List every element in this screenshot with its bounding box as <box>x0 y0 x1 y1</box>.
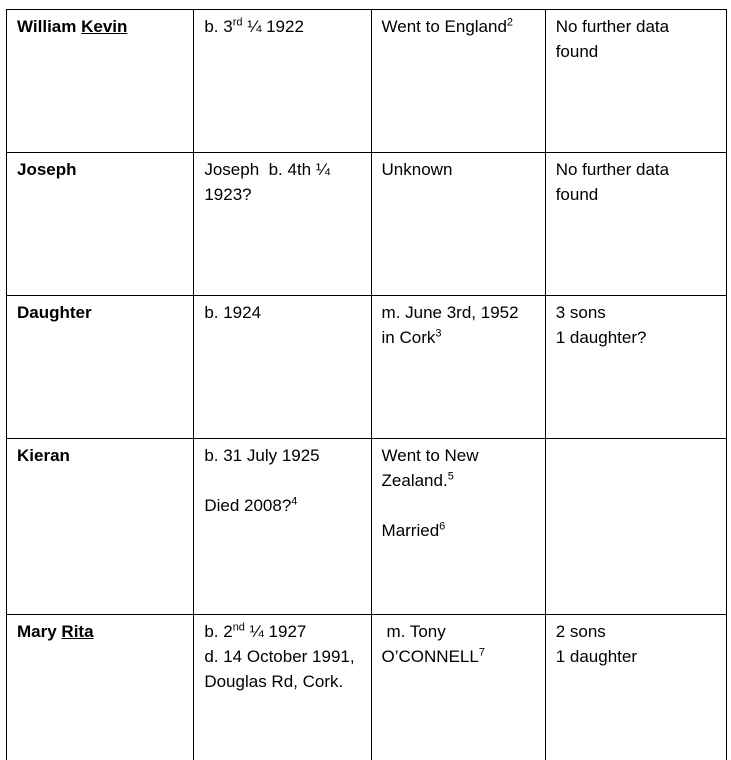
event-cell <box>371 296 545 439</box>
birth-cell <box>194 153 371 296</box>
name-cell <box>7 296 194 439</box>
death-text: d. 14 October 1991, Douglas Rd, Cork. <box>204 647 354 691</box>
footnote-ref: 4 <box>291 495 297 507</box>
name-text: Mary <box>17 622 61 641</box>
footnote-ref: 7 <box>479 646 485 658</box>
children-cell <box>545 296 726 439</box>
birth-cell <box>194 615 371 760</box>
children-sons: 3 sons <box>556 300 716 325</box>
ordinal-sup: rd <box>233 16 243 28</box>
event-cell <box>371 615 545 760</box>
event-cell <box>371 439 545 615</box>
table-row <box>7 615 727 760</box>
children-cell <box>545 439 726 615</box>
footnote-ref: 3 <box>435 327 441 339</box>
birth-text: b. 31 July 1925 <box>204 443 360 468</box>
birth-cell <box>194 439 371 615</box>
death-text: Died 2008? <box>204 496 291 515</box>
name-cell <box>7 615 194 760</box>
ordinal-sup: nd <box>233 621 245 633</box>
children-cell <box>545 10 726 153</box>
birth-text: b. 1924 <box>204 303 261 322</box>
name-text: Kieran <box>17 446 70 465</box>
marriage-text: Married <box>382 521 440 540</box>
children-cell <box>545 615 726 760</box>
birth-cell <box>194 10 371 153</box>
table-row <box>7 10 727 153</box>
children-daughters: 1 daughter <box>556 644 716 669</box>
event-cell <box>371 153 545 296</box>
birth-text: Joseph b. 4th ¼ 1923? <box>204 160 334 204</box>
event-text: Unknown <box>382 160 453 179</box>
name-underlined: Kevin <box>81 17 127 36</box>
table-row <box>7 153 727 296</box>
birth-text-suffix: ¼ 1927 <box>245 622 306 641</box>
name-text: William <box>17 17 81 36</box>
name-underlined: Rita <box>61 622 93 641</box>
name-text: Joseph <box>17 160 77 179</box>
birth-cell <box>194 296 371 439</box>
birth-text: b. 2 <box>204 622 232 641</box>
footnote-ref: 5 <box>448 470 454 482</box>
spacer <box>382 493 535 518</box>
event-text: Went to England <box>382 17 507 36</box>
children-sons: 2 sons <box>556 619 716 644</box>
birth-text-suffix: ¼ 1922 <box>242 17 303 36</box>
event-text: Went to New Zealand. <box>382 446 479 490</box>
name-cell <box>7 10 194 153</box>
children-text: No further data found <box>556 160 669 204</box>
family-table <box>6 9 727 760</box>
event-text: m. Tony O’CONNELL <box>382 622 479 666</box>
footnote-ref: 2 <box>507 16 513 28</box>
children-text: No further data found <box>556 17 669 61</box>
event-text: m. June 3rd, 1952 in Cork <box>382 303 519 347</box>
name-text: Daughter <box>17 303 92 322</box>
event-cell <box>371 10 545 153</box>
name-cell <box>7 439 194 615</box>
name-cell <box>7 153 194 296</box>
children-cell <box>545 153 726 296</box>
table-row <box>7 439 727 615</box>
table-row <box>7 296 727 439</box>
children-daughters: 1 daughter? <box>556 325 716 350</box>
birth-text: b. 3 <box>204 17 232 36</box>
spacer <box>204 468 360 493</box>
footnote-ref: 6 <box>439 520 445 532</box>
